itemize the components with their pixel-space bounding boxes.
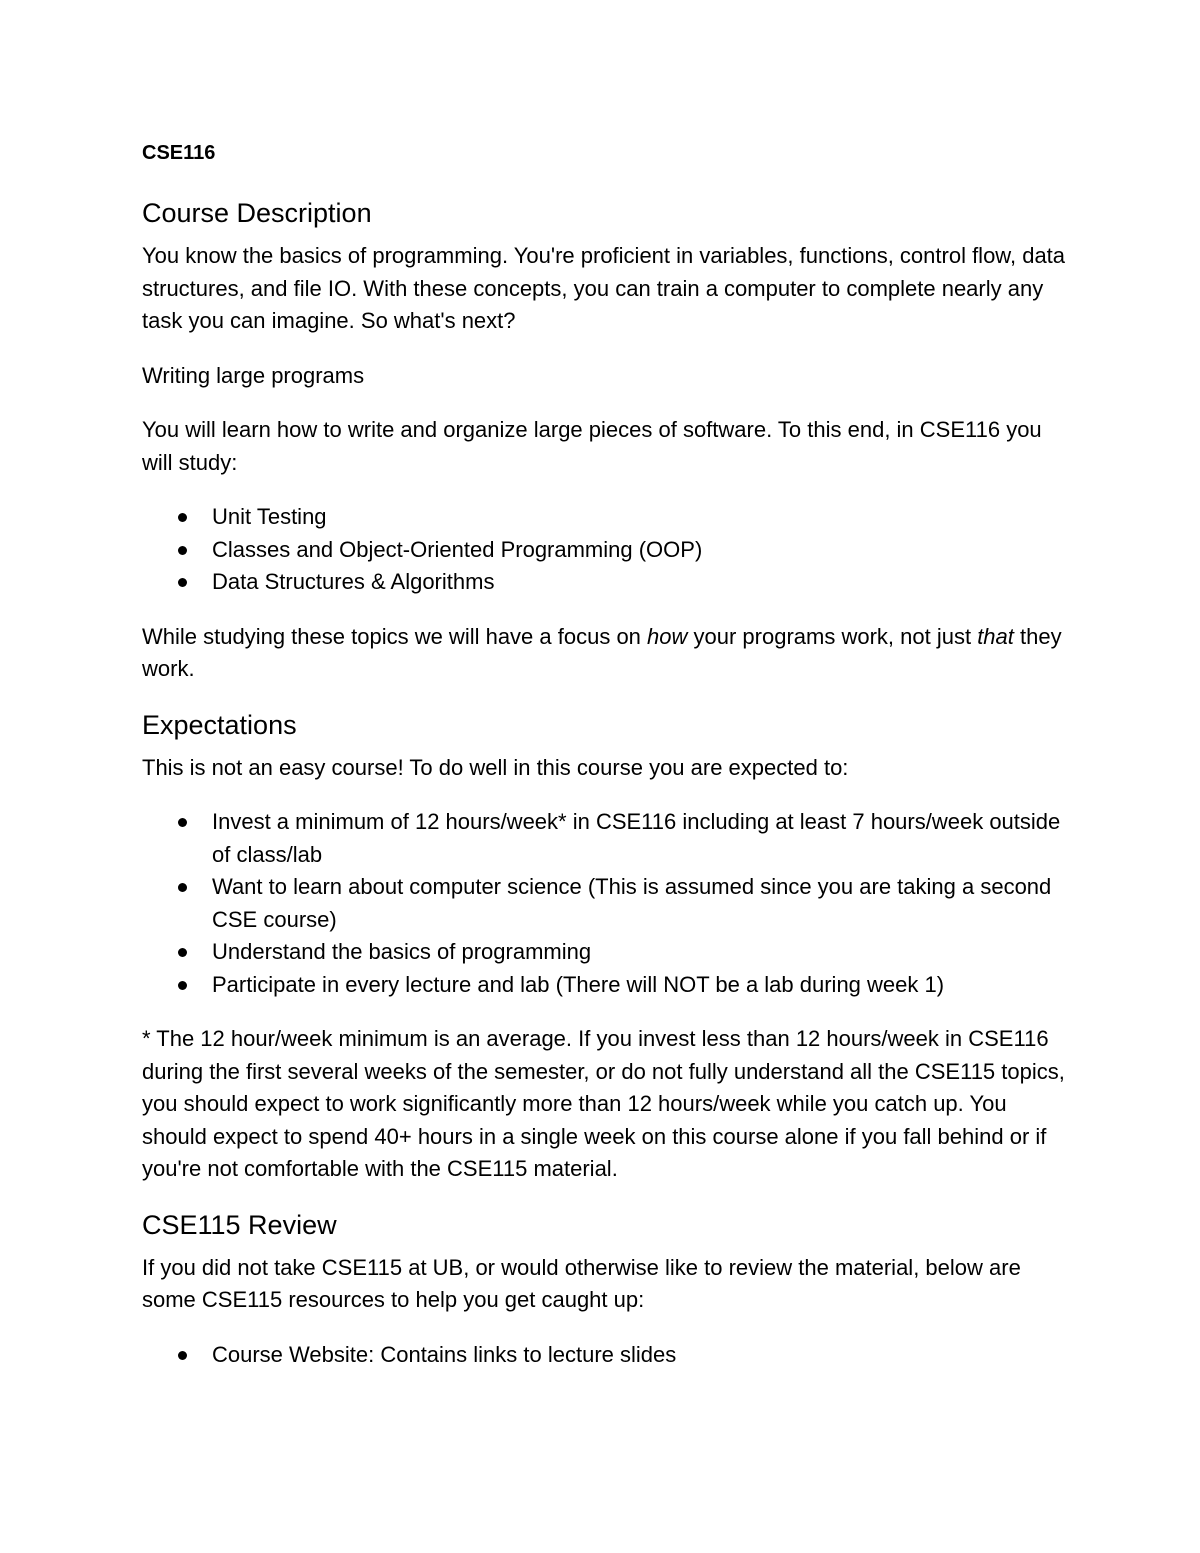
bullet-icon [178, 513, 187, 522]
focus-text-3: they work. [142, 623, 1062, 681]
list-item [142, 806, 1072, 871]
focus-text-1: While studying these topics we will have a focus on [142, 623, 648, 649]
document-title: CSE116 [142, 142, 216, 164]
bullet-icon [178, 948, 187, 957]
document-page [142, 138, 1072, 1393]
list-item-text: Course Website: Contains links to lecture slides [212, 1341, 677, 1367]
list-item [142, 501, 1072, 534]
list-item [142, 534, 1072, 567]
study-intro-paragraph: You will learn how to write and organize large pieces of software. To this end, in CSE116 you will study: [142, 417, 1042, 475]
list-item-text: Invest a minimum of 12 hours/week* in CSE116 including at least 7 hours/week outside of class/lab [212, 809, 1061, 867]
review-heading: CSE115 Review [142, 1209, 337, 1240]
review-section [142, 1208, 1072, 1372]
list-item-text: Want to learn about computer science (This is assumed since you are taking a second CSE course) [212, 874, 1052, 932]
expectations-list [142, 806, 1072, 1001]
focus-paragraph [142, 621, 1072, 686]
expectations-section [142, 708, 1072, 1186]
expectations-heading: Expectations [142, 709, 297, 740]
focus-emphasis-that: that [977, 623, 1014, 649]
focus-text-2: your programs work, not just [687, 623, 978, 649]
focus-emphasis-how: how [647, 623, 688, 649]
bullet-icon [178, 883, 187, 892]
bullet-icon [178, 578, 187, 587]
list-item-text: Classes and Object-Oriented Programming (OOP) [212, 536, 703, 562]
course-description-heading: Course Description [142, 198, 372, 228]
bullet-icon [178, 546, 187, 555]
bullet-icon [178, 1351, 187, 1360]
list-item [142, 936, 1072, 969]
list-item [142, 1339, 1072, 1372]
list-item [142, 969, 1072, 1002]
review-resources-list [142, 1339, 1072, 1372]
footnote-paragraph: * The 12 hour/week minimum is an average. If you invest less than 12 hours/week in CSE116 during the first several weeks of the semester, or do not fully understand all the CSE115 topics, you should expect to work significantly more than 12 hours/week while you catch up. You should expect to spend 40+ hours in a single week on this course alone if you fall behind or if you're not comfortable with the CSE115 material. [142, 1026, 1065, 1181]
list-item-text: Unit Testing [212, 504, 327, 529]
writing-large-programs-paragraph: Writing large programs [142, 362, 365, 388]
bullet-icon [178, 818, 187, 827]
expectations-intro: This is not an easy course! To do well in this course you are expected to: [142, 754, 849, 780]
course-description-paragraph: You know the basics of programming. You're proficient in variables, functions, control flow, data structures, and file IO. With these concepts, you can train a computer to complete nearly any task you can imagine. So what's next? [142, 243, 1066, 333]
course-description-section [142, 196, 1072, 686]
study-topics-list [142, 501, 1072, 599]
list-item-text: Understand the basics of programming [212, 939, 592, 964]
list-item-text: Participate in every lecture and lab (There will NOT be a lab during week 1) [212, 971, 945, 997]
bullet-icon [178, 981, 187, 990]
list-item [142, 566, 1072, 599]
review-intro: If you did not take CSE115 at UB, or would otherwise like to review the material, below are some CSE115 resources to help you get caught up: [142, 1254, 1021, 1312]
list-item-text: Data Structures & Algorithms [212, 569, 495, 594]
list-item [142, 871, 1072, 936]
